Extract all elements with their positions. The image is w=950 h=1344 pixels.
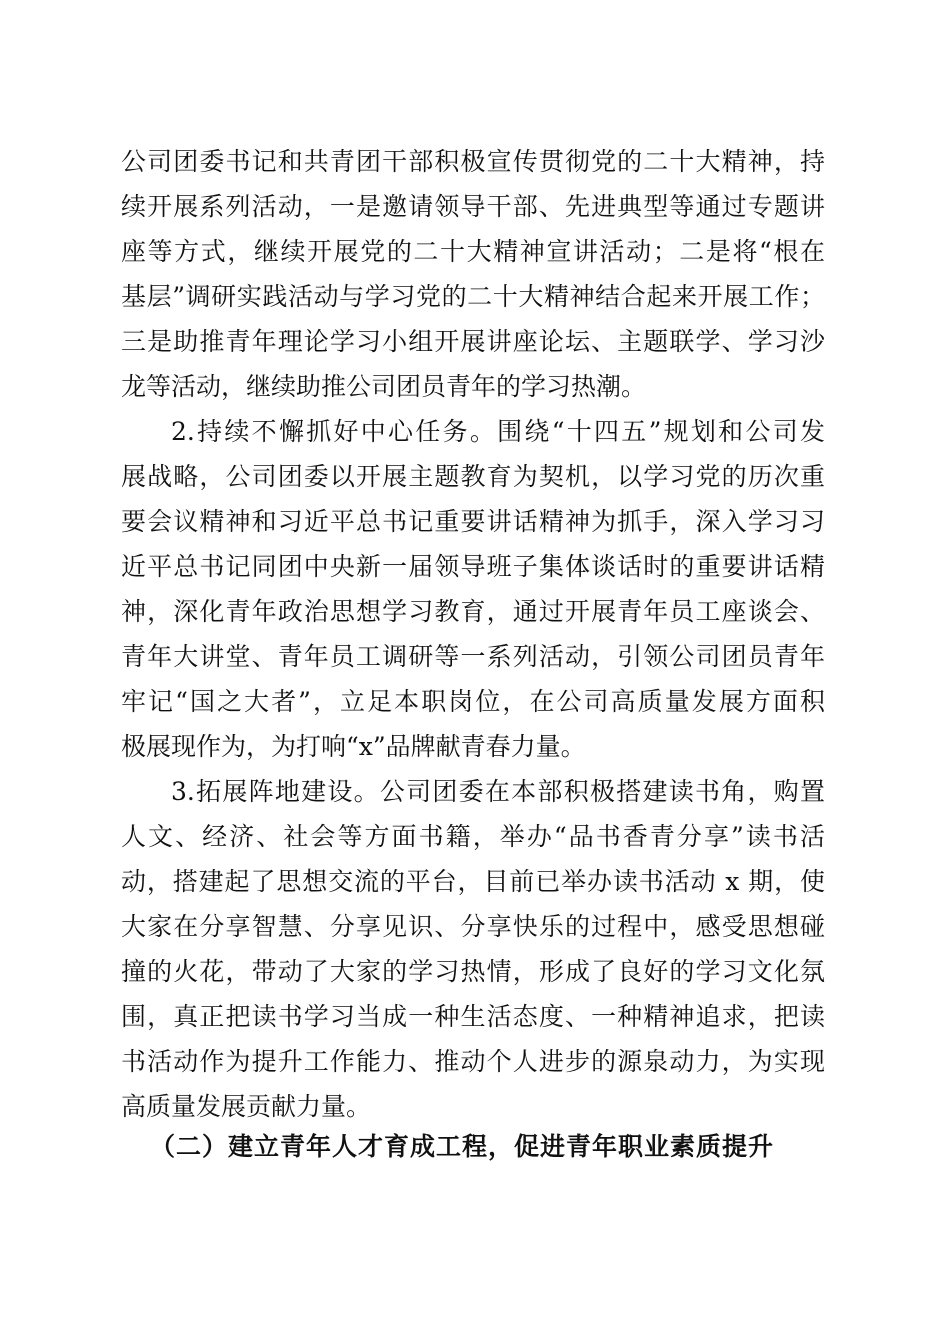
- text-line: 续开展系列活动，一是邀请领导干部、先进典型等通过专题讲: [121, 192, 825, 221]
- text-line: 书活动作为提升工作能力、推动个人进步的源泉动力，为实现: [121, 1047, 825, 1076]
- paragraph-central-tasks: [121, 409, 825, 769]
- paragraph-continuation: [121, 139, 825, 409]
- text-line: 人文、经济、社会等方面书籍，举办“品书香青分享”读书活: [121, 822, 825, 851]
- text-line: 座等方式，继续开展党的二十大精神宣讲活动；二是将“根在: [121, 237, 825, 266]
- text-line: 神，深化青年政治思想学习教育，通过开展青年员工座谈会、: [121, 597, 825, 626]
- text-line: 要会议精神和习近平总书记重要讲话精神为抓手，深入学习习: [121, 507, 825, 536]
- text-line: 围，真正把读书学习当成一种生活态度、一种精神追求，把读: [121, 1002, 825, 1031]
- text-line: 2.持续不懈抓好中心任务。围绕“十四五”规划和公司发: [171, 417, 825, 446]
- text-line: 近平总书记同团中央新一届领导班子集体谈话时的重要讲话精: [121, 552, 825, 581]
- text-line: 牢记“国之大者”，立足本职岗位，在公司高质量发展方面积: [121, 687, 825, 716]
- text-line: 龙等活动，继续助推公司团员青年的学习热潮。: [121, 372, 647, 401]
- text-line: 基层”调研实践活动与学习党的二十大精神结合起来开展工作；: [121, 282, 825, 311]
- text-line: 三是助推青年理论学习小组开展讲座论坛、主题联学、学习沙: [121, 327, 825, 356]
- text-line: 高质量发展贡献力量。: [121, 1092, 372, 1121]
- paragraph-position-building: [121, 769, 825, 1129]
- text-line: 展战略，公司团委以开展主题教育为契机，以学习党的历次重: [121, 462, 825, 491]
- text-line: 大家在分享智慧、分享见识、分享快乐的过程中，感受思想碰: [121, 912, 825, 941]
- section-heading: （二）建立青年人才育成工程，促进青年职业素质提升: [150, 1132, 775, 1161]
- text-line: 公司团委书记和共青团干部积极宣传贯彻党的二十大精神，持: [121, 147, 825, 176]
- text-line: 动，搭建起了思想交流的平台，目前已举办读书活动 x 期，使: [121, 867, 825, 896]
- text-line: 极展现作为，为打响“x”品牌献青春力量。: [121, 732, 586, 761]
- text-line: 青年大讲堂、青年员工调研等一系列活动，引领公司团员青年: [121, 642, 825, 671]
- text-line: 撞的火花，带动了大家的学习热情，形成了良好的学习文化氛: [121, 957, 825, 986]
- text-line: 3.拓展阵地建设。公司团委在本部积极搭建读书角，购置: [171, 777, 825, 806]
